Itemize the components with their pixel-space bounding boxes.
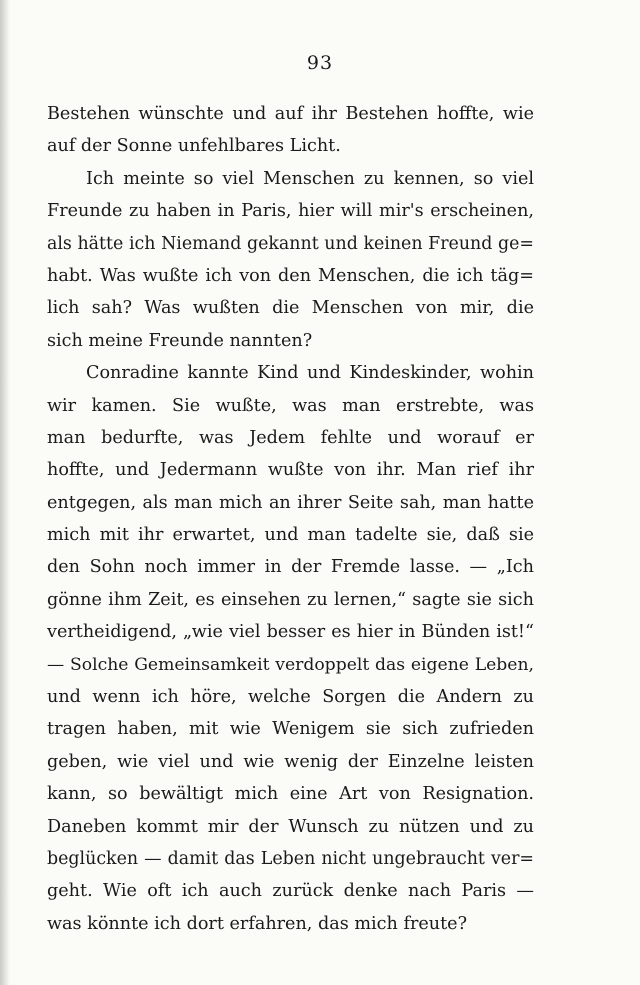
paragraph-start-line: Ich meinte so viel Menschen zu kennen, so viel [86, 168, 534, 189]
text-line: als hätte ich Niemand gekannt und keinen Freund ge= [47, 233, 534, 254]
text-line: auf der Sonne unfehlbares Licht. [47, 136, 341, 157]
text-line: Daneben kommt mir der Wunsch zu nützen und zu [47, 816, 534, 837]
text-line: tragen haben, mit wie Wenigem sie sich zufrieden [47, 719, 534, 740]
text-line: habt. Was wußte ich von den Menschen, die ich täg= [47, 265, 534, 286]
text-line: und wenn ich höre, welche Sorgen die Andern zu [47, 687, 534, 708]
page-number: 93 [306, 52, 334, 74]
binding-shadow [0, 0, 10, 985]
text-line: kann, so bewältigt mich eine Art von Resignation. [47, 784, 534, 805]
text-line: gönne ihm Zeit, es einsehen zu lernen,“ sagte sie sich [47, 589, 534, 610]
text-line: was könnte ich dort erfahren, das mich freute? [47, 913, 468, 934]
text-line: beglücken — damit das Leben nicht ungebraucht ver= [47, 848, 534, 869]
text-line: den Sohn noch immer in der Fremde lasse. — „Ich [47, 557, 534, 578]
text-line: hoffte, und Jedermann wußte von ihr. Man rief ihr [47, 460, 534, 481]
body-text [47, 98, 534, 940]
text-line: mich mit ihr erwartet, und man tadelte sie, daß sie [47, 525, 534, 546]
text-line: — Solche Gemeinsamkeit verdoppelt das eigene Leben, [47, 654, 534, 675]
text-line: geht. Wie oft ich auch zurück denke nach Paris — [47, 881, 534, 902]
text-line: vertheidigend, „wie viel besser es hier in Bünden ist!“ [47, 622, 534, 643]
text-line: Bestehen wünschte und auf ihr Bestehen hoffte, wie [47, 104, 534, 124]
text-line: man bedurfte, was Jedem fehlte und worauf er [47, 427, 534, 448]
text-line: sich meine Freunde nannten? [47, 330, 313, 351]
text-line: wir kamen. Sie wußte, was man erstrebte, was [47, 395, 534, 416]
text-line: lich sah? Was wußten die Menschen von mir, die [47, 298, 534, 319]
text-line: Freunde zu haben in Paris, hier will mir's erscheinen, [47, 201, 534, 222]
paragraph-start-line: Conradine kannte Kind und Kindeskinder, wohin [86, 363, 534, 384]
text-line: entgegen, als man mich an ihrer Seite sah, man hatte [47, 492, 534, 513]
text-line: geben, wie viel und wie wenig der Einzelne leisten [47, 751, 534, 772]
